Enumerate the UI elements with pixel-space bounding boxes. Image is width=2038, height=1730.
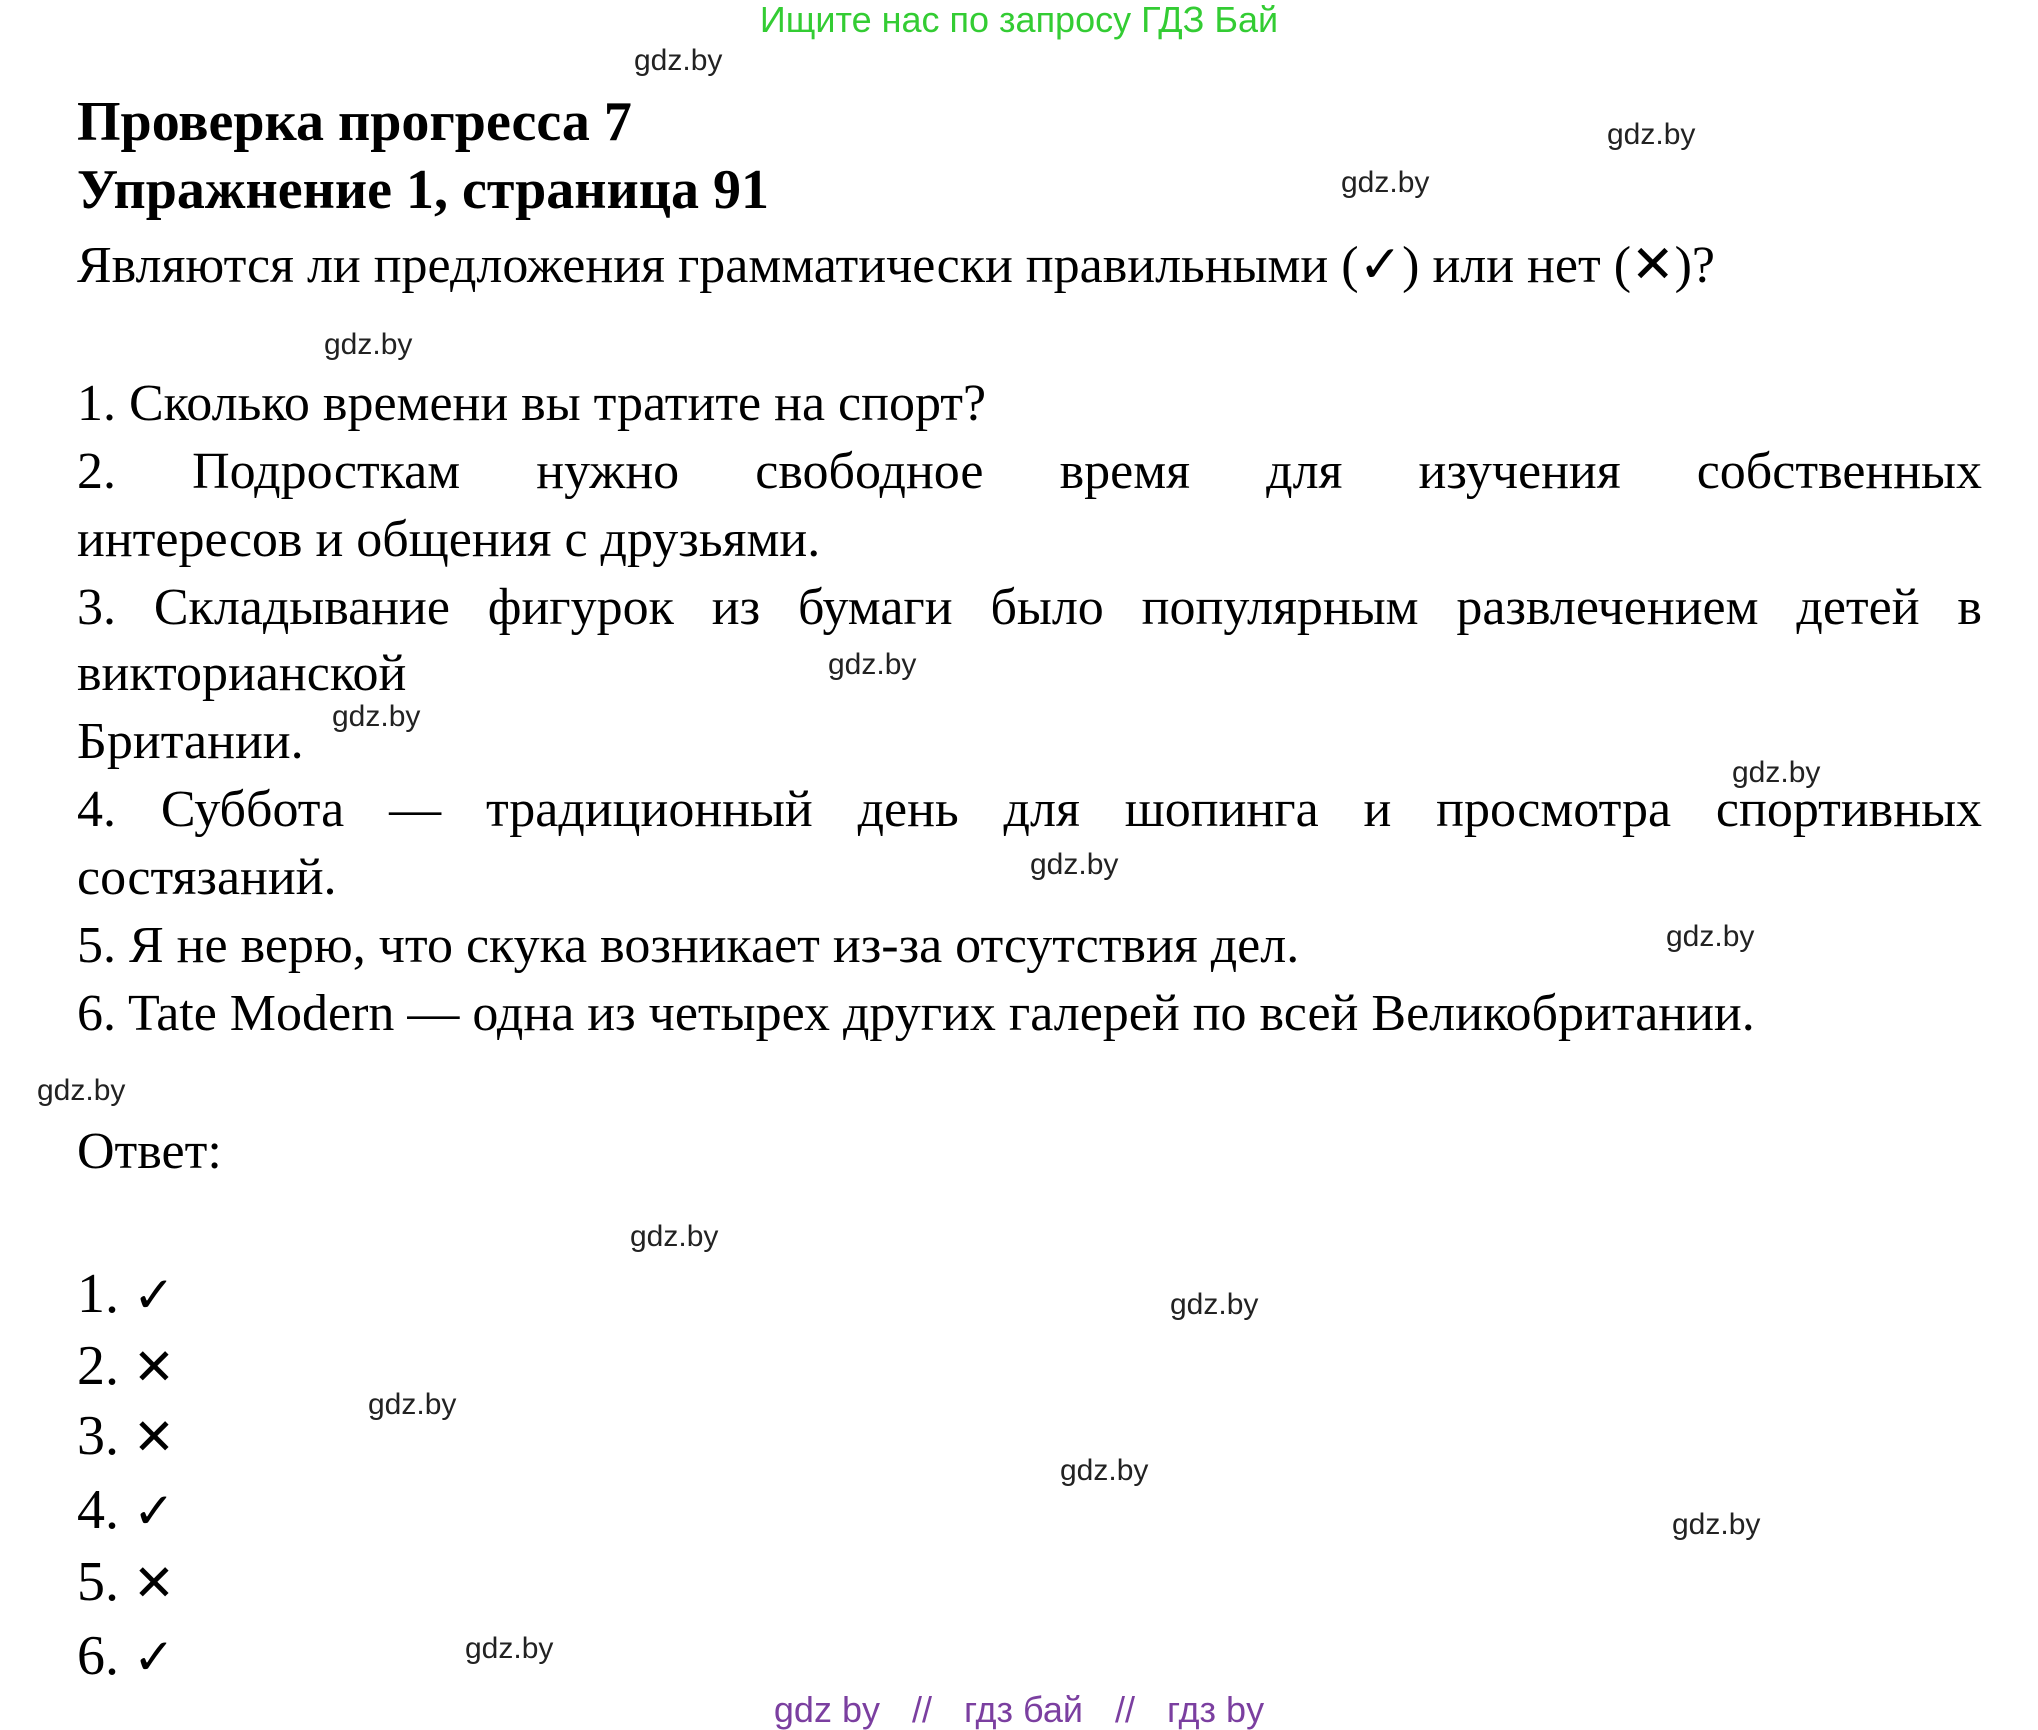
answer-number: 1.	[77, 1263, 119, 1325]
footer-link-gdz-by[interactable]: gdz by	[773, 1689, 880, 1730]
sentence-5: 5. Я не верю, что скука возникает из-за отсутствия дел.	[77, 917, 1300, 974]
watermark: gdz.by	[1170, 1288, 1259, 1321]
sentence-2-line-1: 2. Подросткам нужно свободное время для изучения собственных	[77, 443, 1982, 500]
answer-number: 2.	[77, 1335, 119, 1397]
check-mark-icon: ✓	[133, 1482, 175, 1540]
watermark: gdz.by	[1666, 920, 1755, 953]
watermark: gdz.by	[332, 700, 421, 733]
answer-item	[77, 1478, 175, 1543]
watermark: gdz.by	[1607, 118, 1696, 151]
footer-link-gdz-bai[interactable]: гдз бай	[964, 1689, 1083, 1730]
watermark: gdz.by	[1030, 848, 1119, 881]
question-text: Являются ли предложения грамматически правильными (✓) или нет (✕)?	[77, 237, 1715, 294]
watermark: gdz.by	[324, 328, 413, 361]
cross-mark-icon: ✕	[133, 1554, 175, 1612]
sentence-4-line-1: 4. Суббота — традиционный день для шопинга и просмотра спортивных	[77, 781, 1982, 838]
watermark: gdz.by	[368, 1388, 457, 1421]
sentence-1: 1. Сколько времени вы тратите на спорт?	[77, 375, 987, 432]
watermark: gdz.by	[630, 1220, 719, 1253]
answer-item	[77, 1624, 175, 1689]
sentence-3-line-1: 3. Складывание фигурок из бумаги было популярным развлечением детей в	[77, 579, 1982, 636]
answer-number: 6.	[77, 1625, 119, 1687]
top-banner: Ищите нас по запросу ГДЗ Бай	[759, 0, 1279, 40]
exercise-title: Упражнение 1, страница 91	[77, 159, 770, 221]
watermark: gdz.by	[465, 1632, 554, 1665]
footer-separator: //	[912, 1689, 933, 1730]
sentence-3-line-3: Британии.	[77, 713, 304, 770]
page-title: Проверка прогресса 7	[77, 91, 632, 153]
watermark: gdz.by	[1672, 1508, 1761, 1541]
watermark: gdz.by	[634, 44, 723, 77]
sentence-4-line-2: состязаний.	[77, 849, 337, 906]
answer-item	[77, 1404, 175, 1469]
answer-label: Ответ:	[77, 1123, 222, 1180]
footer-links	[0, 1690, 2038, 1730]
cross-mark-icon: ✕	[133, 1338, 175, 1396]
watermark: gdz.by	[828, 648, 917, 681]
watermark: gdz.by	[1732, 756, 1821, 789]
answer-item	[77, 1550, 175, 1615]
watermark: gdz.by	[37, 1074, 126, 1107]
watermark: gdz.by	[1060, 1454, 1149, 1487]
footer-separator: //	[1115, 1689, 1136, 1730]
footer-link-gdz-by-cyr[interactable]: гдз by	[1167, 1689, 1265, 1730]
sentence-3-line-2: викторианской	[77, 645, 407, 702]
watermark: gdz.by	[1341, 166, 1430, 199]
answer-number: 5.	[77, 1551, 119, 1613]
answer-number: 4.	[77, 1479, 119, 1541]
sentence-2-line-2: интересов и общения с друзьями.	[77, 511, 821, 568]
answer-item	[77, 1262, 175, 1327]
check-mark-icon: ✓	[133, 1266, 175, 1324]
sentence-6: 6. Tate Modern — одна из четырех других галерей по всей Великобритании.	[77, 985, 1755, 1042]
check-mark-icon: ✓	[133, 1628, 175, 1686]
answer-item	[77, 1334, 175, 1399]
cross-mark-icon: ✕	[133, 1408, 175, 1466]
answer-number: 3.	[77, 1405, 119, 1467]
